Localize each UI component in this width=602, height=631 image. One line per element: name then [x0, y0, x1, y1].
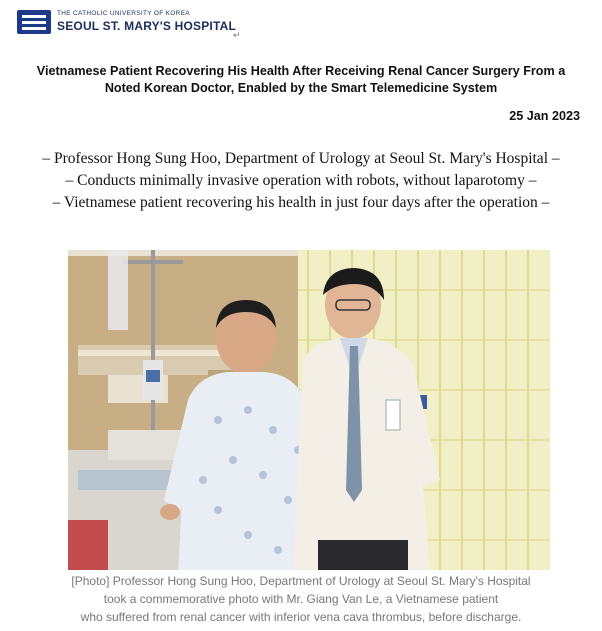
photo-caption-line-3: who suffered from renal cancer with inferior vena cava thrombus, before discharge. [80, 610, 522, 624]
paragraph-mark: ↵ [233, 30, 241, 40]
subheading-3: – Vietnamese patient recovering his health in just four days after the operation – [52, 194, 550, 211]
article-title [0, 63, 602, 97]
article-title-line-1: Vietnamese Patient Recovering His Health After Receiving Renal Cancer Surgery From a [36, 64, 566, 78]
photo-caption-line-1: [Photo] Professor Hong Sung Hoo, Department of Urology at Seoul St. Mary's Hospital [71, 574, 531, 588]
subheading-2: – Conducts minimally invasive operation with robots, without laparotomy – [65, 172, 537, 189]
photo-caption-line-2: took a commemorative photo with Mr. Giang Van Le, a Vietnamese patient [103, 592, 499, 606]
article-title-line-2: Noted Korean Doctor, Enabled by the Smart Telemedicine System [104, 81, 498, 95]
subheading-1: – Professor Hong Sung Hoo, Department of Urology at Seoul St. Mary's Hospital – [42, 150, 560, 167]
article-photo [68, 250, 550, 570]
hospital-emblem-icon [17, 10, 51, 34]
logo-university-name: THE CATHOLIC UNIVERSITY OF KOREA [57, 10, 190, 17]
logo-hospital-name: SEOUL ST. MARY'S HOSPITAL [57, 19, 236, 33]
article-date: 25 Jan 2023 [509, 109, 580, 123]
hospital-logo [17, 9, 237, 37]
